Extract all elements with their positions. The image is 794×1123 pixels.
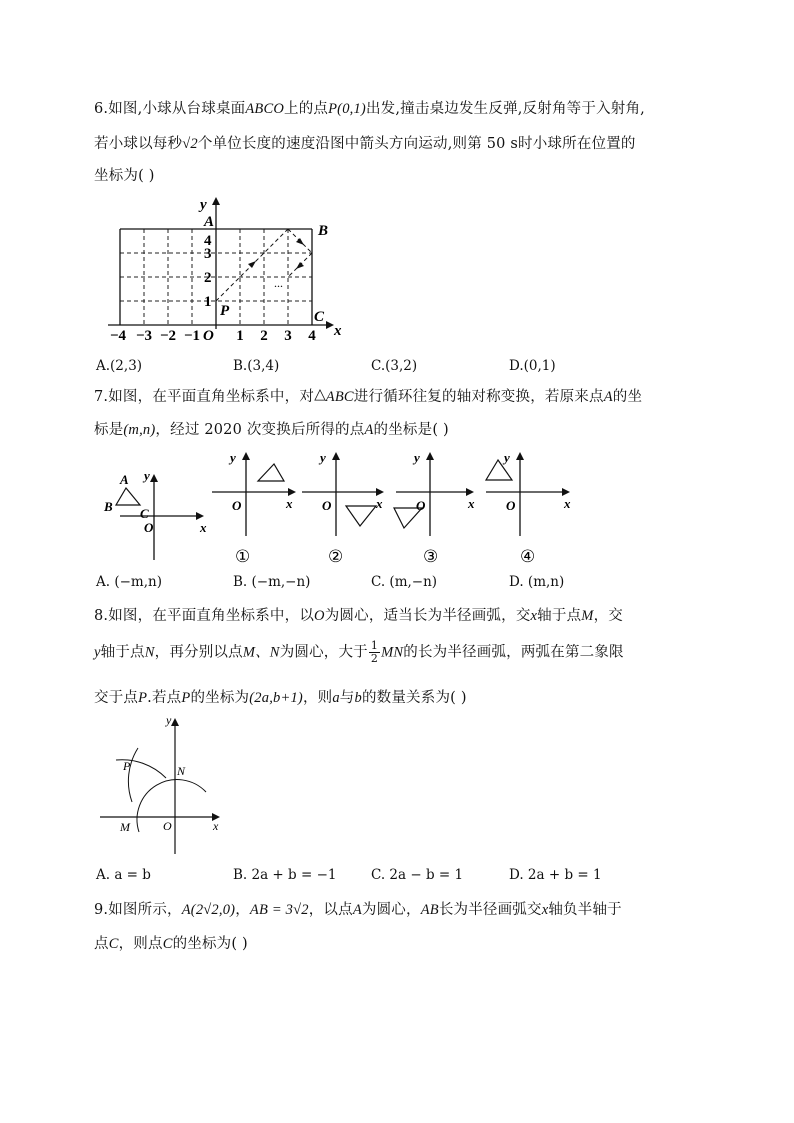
q7-y-label: y xyxy=(320,450,326,465)
q7-panel-3 xyxy=(394,450,475,566)
q6-x-tick: −2 xyxy=(159,328,177,344)
q7-panel-4 xyxy=(486,450,571,566)
q7-label-4: ④ xyxy=(520,547,536,566)
q6-y-tick: 1 xyxy=(204,294,212,310)
q8-text: 交于点 xyxy=(94,690,139,706)
q7-line-2 xyxy=(94,418,449,439)
q6-point-b: B xyxy=(318,223,329,239)
q8-point-m: M xyxy=(120,820,130,834)
q8-line-1 xyxy=(94,604,623,625)
q9-var: AB = 3√2 xyxy=(249,902,309,918)
q8-line-2 xyxy=(94,640,624,665)
q6-x-tick: −1 xyxy=(183,328,201,344)
q8-text: 的坐标为 xyxy=(190,690,250,706)
q6-x-tick: 3 xyxy=(284,328,292,344)
q7-origin: O xyxy=(416,498,426,513)
q9-text: 9.如图所示， xyxy=(94,902,182,918)
q8-var: MN xyxy=(381,644,404,661)
q9-var: A(2√2,0) xyxy=(181,902,236,918)
q6-var-abco: ABCO xyxy=(245,101,285,117)
q8-var: P xyxy=(181,690,191,706)
q8-arc-n xyxy=(128,748,138,802)
q6-y-tick: 2 xyxy=(204,270,212,286)
q9-text: 的坐标为( ) xyxy=(172,936,248,952)
q8-var: b xyxy=(354,690,362,706)
q8-var: N xyxy=(144,644,155,661)
q7-point-c: C xyxy=(140,506,149,521)
q6-y-ticks xyxy=(204,233,212,310)
q8-text: ，交 xyxy=(593,608,623,624)
q9-text: ，则点 xyxy=(118,936,163,952)
q8-text: 为圆心，大于 xyxy=(279,644,368,661)
q7-var-a: A xyxy=(603,389,613,405)
q9-text: 轴负半轴于 xyxy=(548,902,622,918)
q8-var: y xyxy=(94,644,101,661)
q8-var: x xyxy=(530,608,538,624)
q6-path-arrow xyxy=(296,238,304,245)
q7-label-2: ② xyxy=(328,547,344,566)
q9-var: x xyxy=(541,902,549,918)
q7-text: 进行循环往复的轴对称变换，若原来点 xyxy=(353,389,604,405)
q8-var: M xyxy=(581,608,594,624)
q7-origin: O xyxy=(506,498,516,513)
q8-frac-num: 1 xyxy=(370,639,379,652)
q7-label-1: ① xyxy=(235,547,251,566)
q9-var: A xyxy=(352,902,362,918)
q8-line-3 xyxy=(94,686,467,707)
q6-path-arrow xyxy=(296,262,304,269)
q9-line-2 xyxy=(94,932,248,953)
q8-text: 的数量关系为( ) xyxy=(361,690,467,706)
q6-y-arrow xyxy=(212,197,220,205)
q8-text: 的长为半径画弧，两弧在第二象限 xyxy=(403,644,624,661)
q7-option-c[interactable]: C. (m,−n) xyxy=(371,574,438,590)
q8-frac-den: 2 xyxy=(370,652,379,665)
q6-y-label: y xyxy=(200,197,207,213)
q8-option-d[interactable]: D. 2a + b = 1 xyxy=(509,867,602,883)
q6-option-b[interactable]: B.(3,4) xyxy=(233,358,280,374)
q8-text: 与 xyxy=(339,690,355,706)
q7-original-axes xyxy=(103,468,207,560)
q6-x-tick: 1 xyxy=(236,328,244,344)
q7-var-a: A xyxy=(364,422,374,438)
q8-fraction-half xyxy=(369,640,380,665)
q6-text: 坐标为( ) xyxy=(94,168,155,184)
q6-x-label: x xyxy=(334,323,342,339)
q6-origin: O xyxy=(203,328,214,344)
q8-text: 轴于点 xyxy=(537,608,582,624)
q7-x-label: x xyxy=(200,520,207,535)
q7-line-1 xyxy=(94,385,642,406)
q8-var: M、N xyxy=(242,644,280,661)
q7-triangle-symbol: ▽ xyxy=(314,387,326,405)
q7-text: 7.如图，在平面直角坐标系中，对 xyxy=(94,389,315,405)
q6-x-tick: 2 xyxy=(260,328,268,344)
q7-triangle-2 xyxy=(346,506,376,526)
q8-text: ，则 xyxy=(302,690,333,706)
q9-text: 长为半径画弧交 xyxy=(438,902,542,918)
q8-point-p: P xyxy=(123,759,131,773)
q8-y-label: y xyxy=(166,713,172,727)
q8-var-coord: (2a,b+1) xyxy=(249,690,303,706)
q6-x-tick: −3 xyxy=(135,328,153,344)
q7-x-label: x xyxy=(286,496,293,511)
q7-x-label: x xyxy=(376,496,383,511)
q7-text: 的坐标是( ) xyxy=(373,422,449,438)
q8-x-label: x xyxy=(213,819,219,833)
q7-x-label: x xyxy=(468,496,475,511)
q6-text: 6.如图,小球从台球桌面 xyxy=(94,101,246,117)
q9-text: 为圆心， xyxy=(361,902,421,918)
q7-origin: O xyxy=(322,498,332,513)
q6-point-p: P xyxy=(220,303,230,319)
q6-y-tick: 3 xyxy=(204,246,212,262)
q6-dots: ... xyxy=(274,276,283,290)
q6-point-c: C xyxy=(314,309,325,325)
q9-text: ，以点 xyxy=(308,902,353,918)
q6-text: 上的点 xyxy=(284,101,329,117)
q6-y-tick: 4 xyxy=(204,233,212,249)
q7-origin: O xyxy=(232,498,242,513)
q6-text: 若小球以每秒 xyxy=(94,136,183,152)
q7-point-a: A xyxy=(120,472,129,487)
q7-original-triangle xyxy=(116,488,140,505)
q8-option-c[interactable]: C. 2a − b = 1 xyxy=(371,867,464,883)
q6-x-tick: 4 xyxy=(308,328,316,344)
q8-option-b[interactable]: B. 2a + b = −1 xyxy=(233,867,337,883)
q8-text: .若点 xyxy=(147,690,182,706)
q8-var: P xyxy=(138,690,148,706)
q6-var-p: P(0,1) xyxy=(328,101,366,117)
q8-option-a[interactable]: A. a = b xyxy=(96,867,151,883)
q7-var-abc: ABC xyxy=(325,389,354,405)
q6-line-1 xyxy=(94,97,645,118)
q8-text: 为圆心，适当长为半径画弧，交 xyxy=(324,608,531,624)
q7-figure xyxy=(100,448,590,568)
q6-option-d[interactable]: D.(0,1) xyxy=(509,358,556,374)
q7-y-label: y xyxy=(144,468,150,483)
q8-text: 轴于点 xyxy=(100,644,145,661)
q7-triangle-1 xyxy=(258,464,284,481)
q8-figure xyxy=(96,712,236,857)
q6-x-arrow xyxy=(326,321,334,329)
q9-text: ， xyxy=(235,902,250,918)
q7-point-b: B xyxy=(104,499,113,514)
q8-var: O xyxy=(314,608,325,624)
q7-label-3: ③ xyxy=(423,547,439,566)
q6-option-a[interactable]: A.(2,3) xyxy=(96,358,143,374)
q7-x-label: x xyxy=(564,496,571,511)
q9-text: 点 xyxy=(94,936,109,952)
q6-line-3 xyxy=(94,164,155,185)
q8-text: ，再分别以点 xyxy=(154,644,243,661)
q7-var-mn: (m,n) xyxy=(123,422,156,438)
q6-figure xyxy=(102,195,342,345)
q8-origin: O xyxy=(163,819,172,833)
q6-text: 出发,撞击桌边发生反弹,反射角等于入射角, xyxy=(365,101,645,117)
q7-panel-1 xyxy=(212,450,296,566)
q7-text: ，经过 2020 次变换后所得的点 xyxy=(155,422,365,438)
q7-y-label: y xyxy=(414,450,420,465)
q7-text: 的坐 xyxy=(612,389,643,405)
q6-x-tick: −4 xyxy=(109,328,127,344)
q7-y-label: y xyxy=(504,450,510,465)
q6-point-a: A xyxy=(204,214,215,230)
q6-path-arrow xyxy=(248,261,256,268)
q6-option-c[interactable]: C.(3,2) xyxy=(371,358,418,374)
q8-var: a xyxy=(332,690,340,706)
q6-line-2 xyxy=(94,132,636,153)
q7-panel-2 xyxy=(302,450,384,566)
q6-text: 个单位长度的速度沿图中箭头方向运动,则第 50 s时小球所在位置的 xyxy=(197,136,636,152)
q6-sqrt2: √2 xyxy=(182,136,198,152)
q7-option-b[interactable]: B. (−m,−n) xyxy=(233,574,311,590)
q7-text: 标是 xyxy=(94,422,124,438)
q9-var: C xyxy=(108,936,119,952)
q7-origin: O xyxy=(144,520,154,535)
q9-var: C xyxy=(162,936,173,952)
q9-line-1 xyxy=(94,898,622,919)
q9-var: AB xyxy=(420,902,439,918)
q8-y-arrow xyxy=(171,718,179,726)
q8-point-n: N xyxy=(177,764,186,778)
q7-option-d[interactable]: D. (m,n) xyxy=(509,574,565,590)
q7-option-a[interactable]: A. (−m,n) xyxy=(96,574,162,590)
q7-y-label: y xyxy=(230,450,236,465)
q8-text: 8.如图，在平面直角坐标系中，以 xyxy=(94,608,315,624)
